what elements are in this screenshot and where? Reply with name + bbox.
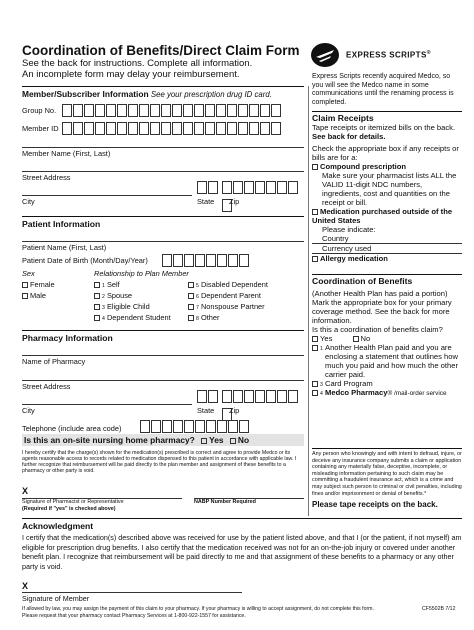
pharmacy-top-rule xyxy=(22,330,304,331)
rel-5-label: Disabled Dependent xyxy=(200,280,268,289)
checkbox-icon[interactable] xyxy=(188,293,194,299)
tape-receipts-note: Please tape receipts on the back. xyxy=(312,500,438,510)
member-name-label: Member Name (First, Last) xyxy=(22,149,111,158)
nursing-no-label: No xyxy=(237,435,250,445)
relationship-other[interactable] xyxy=(188,313,219,322)
member-state-label: State xyxy=(197,197,215,206)
rel-1-label: Self xyxy=(106,280,120,289)
rel-8-label: Other xyxy=(200,313,220,322)
patient-name-line[interactable] xyxy=(22,240,304,242)
cob-option-3[interactable] xyxy=(312,379,462,388)
express-scripts-logo xyxy=(310,42,460,66)
pharmacy-name-label: Name of Pharmacy xyxy=(22,357,86,366)
cob-option-3-label: Card Program xyxy=(325,379,373,388)
group-no-field[interactable] xyxy=(62,104,282,122)
cob-option-4-number: 4 xyxy=(320,391,323,397)
sex-male-option[interactable] xyxy=(22,291,46,300)
member-heading xyxy=(22,89,272,99)
claim-receipts-line-2: See back for details. xyxy=(312,132,386,141)
pharmacy-zip-label: Zip xyxy=(229,406,240,415)
member-section xyxy=(22,86,304,209)
rel-7-number: 7 xyxy=(196,305,199,311)
rel-6-number: 6 xyxy=(196,294,199,300)
nursing-home-question: Is this an on-site nursing home pharmacy? xyxy=(24,435,195,445)
compound-label: Compound prescription xyxy=(320,162,407,171)
member-name-line[interactable] xyxy=(22,146,304,148)
relationship-nonspouse-partner[interactable] xyxy=(188,302,265,311)
instructions-line-2: An incomplete form may delay your reimbursement. xyxy=(22,69,240,80)
sex-female-label: Female xyxy=(30,280,55,289)
logo-wordmark: EXPRESS SCRIPTS xyxy=(346,50,427,60)
claim-receipts-check-text: Check the appropriate box if any receipts or bills are for a: xyxy=(312,144,459,162)
rel-2-label: Spouse xyxy=(106,291,133,300)
relationship-dependent-parent[interactable] xyxy=(188,291,261,300)
checkbox-icon[interactable] xyxy=(188,315,194,321)
currency-field[interactable]: Currency used xyxy=(312,244,462,254)
instructions-line-1: See the back for instructions. Complete all information. xyxy=(22,58,253,69)
sex-male-label: Male xyxy=(30,291,47,300)
fraud-warning: Any person who knowingly and with intent to defraud, injure, or deceive any insurance company submits a claim or application containing any materially false, deceptive, incomplete, or misleading information pertaining to such claim may be committing a fraudulent insurance act, which is a crime and may subject such person to criminal or civil penalties, including fines and/or imprisonment or denial of benefits.* xyxy=(312,448,462,497)
country-field[interactable]: Country xyxy=(312,234,462,244)
checkbox-icon[interactable] xyxy=(312,336,318,342)
cob-no-label: No xyxy=(360,334,371,343)
pharmacy-name-line[interactable] xyxy=(22,354,304,356)
nursing-no-option[interactable] xyxy=(230,435,249,445)
rel-1-number: 1 xyxy=(102,283,105,289)
pharmacy-phone-label: Telephone (include area code) xyxy=(22,424,122,433)
patient-top-rule xyxy=(22,216,304,217)
nabp-number-label: NABP Number Required xyxy=(194,499,256,505)
cob-no-option[interactable] xyxy=(353,334,371,343)
cob-option-3-number: 3 xyxy=(320,382,323,388)
pharmacy-street-label: Street Address xyxy=(22,382,71,391)
pharmacist-signature-note: (Required if "yes" is checked above) xyxy=(22,506,116,512)
claim-receipts-section xyxy=(312,111,462,263)
claim-receipts-line-1: Tape receipts or itemized bills on the back. xyxy=(312,123,456,132)
column-divider xyxy=(308,86,309,516)
patient-section xyxy=(22,216,304,328)
nursing-yes-label: Yes xyxy=(209,435,224,445)
checkbox-icon[interactable] xyxy=(201,438,207,444)
please-indicate: Please indicate: xyxy=(322,225,376,234)
acquired-note: Express Scripts recently acquired Medco, so you will see the Medco name in some communications until the renaming process is completed. xyxy=(312,73,454,106)
checkbox-icon[interactable] xyxy=(312,209,318,215)
logo-text xyxy=(346,50,431,60)
rel-4-number: 4 xyxy=(102,316,105,322)
checkbox-icon[interactable] xyxy=(353,336,359,342)
footer-line-1: If allowed by law, you may assign the payment of this claim to your pharmacy. If your pharmacy is willing to accept assignment, do not complete this form. xyxy=(22,606,374,612)
member-id-field[interactable] xyxy=(62,122,282,140)
checkbox-icon[interactable] xyxy=(188,304,194,310)
claim-receipts-heading: Claim Receipts xyxy=(312,113,374,123)
relationship-label: Relationship to Plan Member xyxy=(94,269,189,278)
cob-section xyxy=(312,274,462,398)
rel-5-number: 5 xyxy=(196,283,199,289)
cob-yes-label: Yes xyxy=(320,334,333,343)
rel-3-number: 3 xyxy=(102,305,105,311)
cob-option-1-number: 1 xyxy=(320,346,323,352)
cob-question: Is this a coordination of benefits claim? xyxy=(312,325,443,334)
relationship-dependent-student[interactable] xyxy=(94,313,171,322)
patient-name-label: Patient Name (First, Last) xyxy=(22,243,107,252)
cob-yes-no xyxy=(312,334,462,343)
checkbox-icon[interactable] xyxy=(188,282,194,288)
member-id-label: Member ID xyxy=(22,124,59,133)
member-x-mark: X xyxy=(22,581,29,591)
outside-us-label: Medication purchased outside of the United States xyxy=(312,207,453,225)
fraud-section xyxy=(312,448,462,509)
checkbox-icon[interactable] xyxy=(94,315,100,321)
cob-option-4-suffix: ® /mail-order service xyxy=(387,390,447,397)
checkbox-icon[interactable] xyxy=(94,304,100,310)
member-city-label: City xyxy=(22,197,35,206)
rel-7-label: Nonspouse Partner xyxy=(200,302,265,311)
express-scripts-logo-icon xyxy=(310,42,340,68)
form-code: CF5502B 7/12 xyxy=(422,606,456,612)
member-heading-note: See your prescription drug ID card. xyxy=(150,90,272,99)
member-city-line[interactable] xyxy=(22,194,192,196)
checkbox-icon[interactable] xyxy=(312,164,318,170)
pharmacy-heading: Pharmacy Information xyxy=(22,333,113,343)
rel-6-label: Dependent Parent xyxy=(200,291,261,300)
pharmacy-city-label: City xyxy=(22,406,35,415)
compound-option[interactable] xyxy=(312,162,462,171)
outside-us-option[interactable] xyxy=(312,207,462,225)
patient-dob-label: Patient Date of Birth (Month/Day/Year) xyxy=(22,256,148,265)
relationship-spouse[interactable] xyxy=(94,291,132,300)
patient-heading: Patient Information xyxy=(22,219,101,229)
allergy-option[interactable] xyxy=(312,254,462,263)
pharmacy-certification: I hereby certify that the charge(s) shown for the medication(s) prescribed is correct and agree to provide Medco or its agents reasonable access to records related to medication dispensed to this patient in accordance with applicable law. I further recognize that reimbursement will be paid directly to the plan member and assignment of these benefits to a pharmacy or other party is void. xyxy=(22,450,297,474)
pharmacy-state-label: State xyxy=(197,406,215,415)
relationship-self[interactable] xyxy=(94,280,120,289)
relationship-eligible-child[interactable] xyxy=(94,302,150,311)
nursing-yes-option[interactable] xyxy=(201,435,223,445)
rel-8-number: 8 xyxy=(196,316,199,322)
registered-mark: ® xyxy=(426,50,431,56)
form-title: Coordination of Benefits/Direct Claim Form xyxy=(22,43,300,58)
member-zip-label: Zip xyxy=(229,197,240,206)
rel-3-label: Eligible Child xyxy=(106,302,150,311)
pharmacist-x-mark: X xyxy=(22,486,29,496)
cob-option-1-label: Another Health Plan paid and you are enclosing a statement that outlines how much you paid and how much the other carrier paid. xyxy=(325,343,458,379)
pharmacy-street-line[interactable] xyxy=(22,379,304,381)
nursing-home-row xyxy=(22,434,304,446)
compound-note: Make sure your pharmacist lists ALL the VALID 11-digit NDC numbers, ingredients, cost and quantities on the receipt or bill. xyxy=(322,171,457,207)
checkbox-icon[interactable] xyxy=(230,438,236,444)
pharmacy-section xyxy=(22,330,304,520)
form-instructions xyxy=(22,58,252,80)
allergy-label: Allergy medication xyxy=(320,254,388,263)
member-signature-label: Signature of Member xyxy=(22,594,90,603)
checkbox-icon[interactable] xyxy=(22,282,28,288)
acknowledgment-text: I certify that the medication(s) described above was received for use by the patient listed above, and that I (or the patient, if not myself) am eligible for prescription drug benefits. I also certify that the medication received was not for an on-the-job injury or covered under another benefit plan. I recognize that reimbursement will be paid directly to me and that assignment of these benefits to a pharmacy or any other party is void. xyxy=(22,533,462,571)
acknowledgment-section xyxy=(22,518,462,628)
cob-option-4-label: Medco Pharmacy xyxy=(325,388,388,397)
rel-2-number: 2 xyxy=(102,294,105,300)
member-street-label: Street Address xyxy=(22,173,71,182)
member-street-line[interactable] xyxy=(22,170,304,172)
cob-yes-option[interactable] xyxy=(312,334,332,343)
cob-option-4[interactable] xyxy=(312,388,462,398)
checkbox-icon[interactable] xyxy=(312,345,318,351)
cob-option-1[interactable] xyxy=(312,343,462,379)
sex-female-option[interactable] xyxy=(22,280,55,289)
checkbox-icon[interactable] xyxy=(94,282,100,288)
footer-line-2: Please request that your pharmacy contact Pharmacy Services at 1-800-922-1557 for assistance. xyxy=(22,613,246,619)
rel-4-label: Dependent Student xyxy=(106,313,171,322)
member-signature-line[interactable] xyxy=(22,591,242,593)
acknowledgment-top-rule xyxy=(22,518,462,519)
pharmacist-signature-label: Signature of Pharmacist or Representative xyxy=(22,499,124,505)
group-no-label: Group No. xyxy=(22,106,57,115)
checkbox-icon[interactable] xyxy=(312,256,318,262)
checkbox-icon[interactable] xyxy=(94,293,100,299)
checkbox-icon[interactable] xyxy=(312,381,318,387)
acknowledgment-heading: Acknowledgment xyxy=(22,521,94,531)
relationship-disabled-dependent[interactable] xyxy=(188,280,268,289)
cob-intro: (Another Health Plan has paid a portion) Mark the appropriate box for your primary coverage method. See the back for more information. xyxy=(312,289,452,325)
member-heading-text: Member/Subscriber Information xyxy=(22,89,149,99)
checkbox-icon[interactable] xyxy=(312,390,318,396)
sex-label: Sex xyxy=(22,269,35,278)
checkbox-icon[interactable] xyxy=(22,293,28,299)
pharmacy-city-line[interactable] xyxy=(22,403,192,405)
cob-heading: Coordination of Benefits xyxy=(312,276,413,286)
